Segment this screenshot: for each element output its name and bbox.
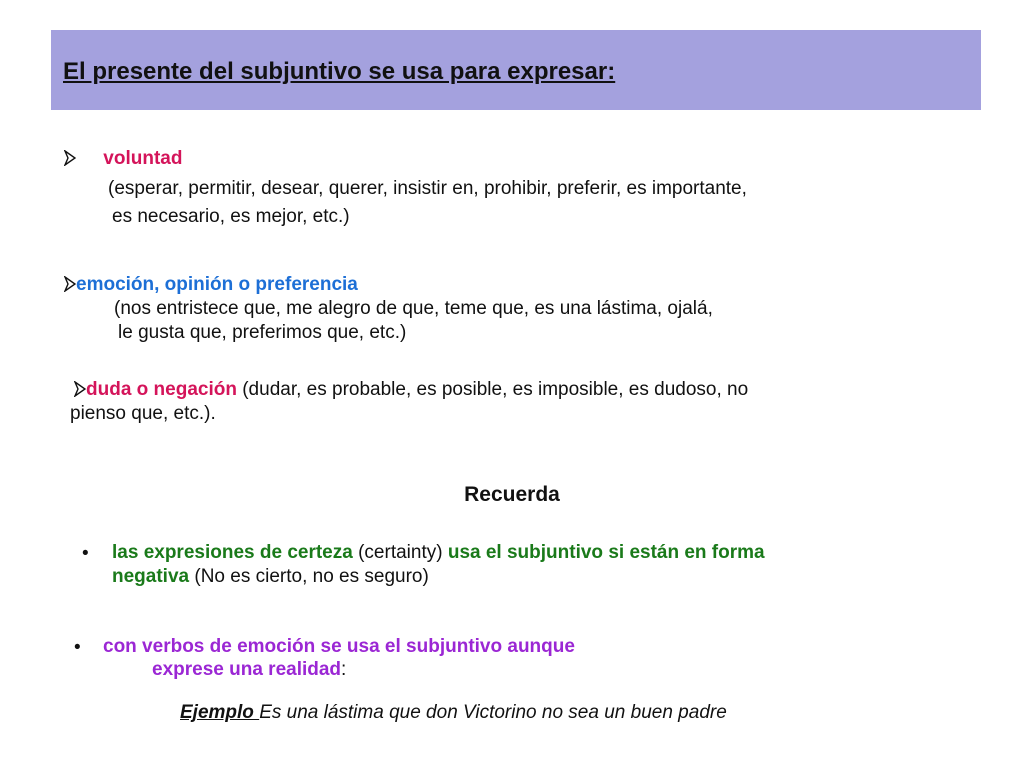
- duda-examples-2: pienso que, etc.).: [70, 403, 216, 424]
- item-voluntad: [64, 148, 182, 170]
- recuerda-heading: Recuerda: [464, 483, 560, 506]
- certeza-c: usa el subjuntivo si están en forma: [447, 542, 765, 563]
- dot-bullet-icon: •: [82, 543, 89, 564]
- arrow-bullet-icon: [64, 276, 76, 292]
- voluntad-label: voluntad: [103, 148, 183, 169]
- title-bar: [51, 30, 981, 110]
- duda-rest: (dudar, es probable, es posible, es imposible, es dudoso, no: [236, 379, 749, 400]
- voluntad-examples-1: (esperar, permitir, desear, querer, insistir en, prohibir, preferir, es importante,: [108, 178, 747, 199]
- dot-bullet-icon: •: [74, 637, 81, 658]
- emocion-verbos-line-1: [103, 636, 575, 658]
- certeza-b: (certainty): [352, 542, 448, 563]
- duda-label: duda o negación: [86, 379, 237, 400]
- certeza-d: negativa: [112, 566, 190, 587]
- emocion-verbos-line-2: [152, 659, 346, 681]
- certeza-a: las expresiones de certeza: [112, 542, 353, 563]
- example-text: Es una lástima que don Victorino no sea un buen padre: [259, 702, 727, 723]
- arrow-bullet-icon: [64, 150, 76, 166]
- emocion-label: emoción, opinión o preferencia: [76, 274, 358, 295]
- certeza-line-2: [112, 566, 429, 588]
- emocion-examples-2: le gusta que, preferimos que, etc.): [118, 322, 407, 343]
- page-title: El presente del subjuntivo se usa para expresar:: [63, 58, 616, 85]
- example-line: [180, 702, 727, 724]
- example-label: Ejemplo: [180, 702, 260, 723]
- emocion-verbos-c: :: [341, 659, 347, 680]
- certeza-e: (No es cierto, no es seguro): [189, 566, 429, 587]
- certeza-line-1: [112, 542, 765, 564]
- emocion-verbos-a: con verbos de emoción se usa el subjuntivo aunque: [103, 636, 575, 657]
- emocion-verbos-b: exprese una realidad: [152, 659, 342, 680]
- item-duda: [74, 379, 748, 401]
- voluntad-examples-2: es necesario, es mejor, etc.): [112, 206, 350, 227]
- item-emocion: [64, 274, 358, 296]
- emocion-examples-1: (nos entristece que, me alegro de que, teme que, es una lástima, ojalá,: [114, 298, 713, 319]
- arrow-bullet-icon: [74, 381, 86, 397]
